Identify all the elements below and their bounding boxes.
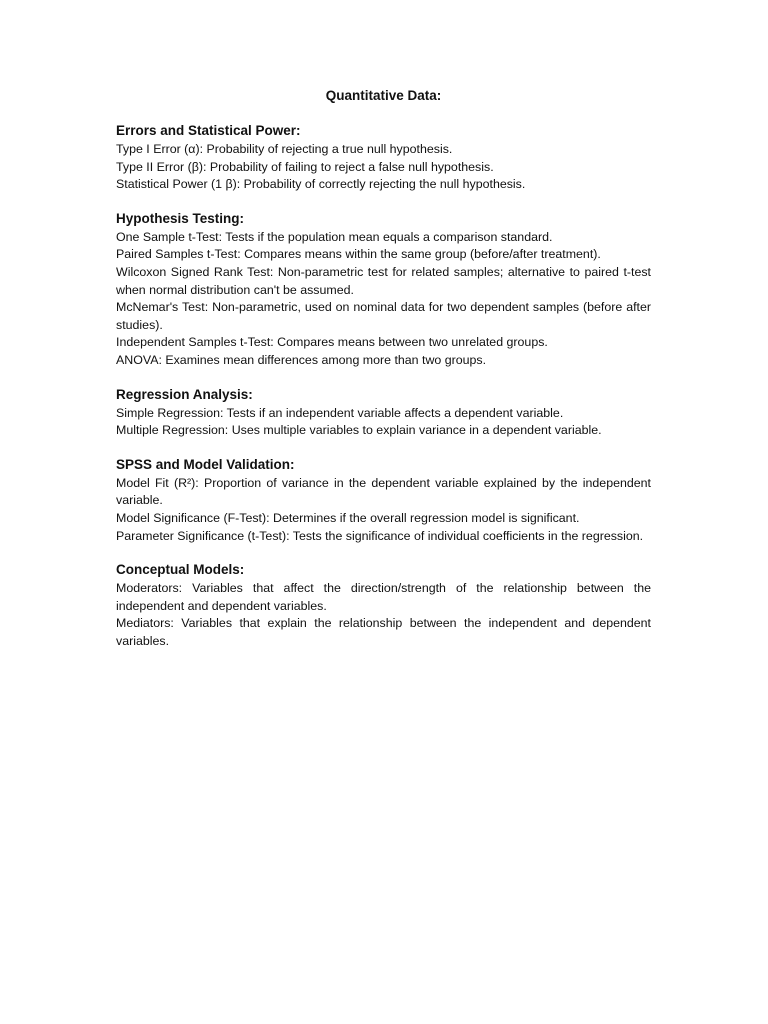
paragraph-parameter-significance: Parameter Significance (t-Test): Tests the significance of individual coefficients in the regression.	[116, 528, 644, 543]
section-heading: Hypothesis Testing:	[116, 210, 245, 226]
section-errors-statistical-power	[116, 121, 651, 194]
paragraph-mediators: Mediators: Variables that explain the relationship between the independent and dependent variables.	[116, 616, 651, 648]
section-hypothesis-testing	[116, 209, 651, 370]
paragraph-paired-samples-t-test: Paired Samples t-Test: Compares means within the same group (before/after treatment).	[116, 247, 601, 262]
paragraph-moderators: Moderators: Variables that affect the direction/strength of the relationship between the independent and dependent variables.	[116, 581, 651, 613]
section-heading: SPSS and Model Validation:	[116, 456, 295, 472]
paragraph-mcnemar-test: McNemar's Test: Non-parametric, used on nominal data for two dependent samples (before after studies).	[116, 300, 651, 332]
paragraph-model-fit: Model Fit (R²): Proportion of variance in the dependent variable explained by the independent variable.	[116, 475, 651, 508]
section-heading: Conceptual Models:	[116, 562, 245, 578]
paragraph-one-sample-t-test: One Sample t-Test: Tests if the population mean equals a comparison standard.	[116, 229, 553, 244]
section-conceptual-models	[116, 560, 651, 650]
paragraph-anova: ANOVA: Examines mean differences among more than two groups.	[116, 352, 487, 367]
paragraph-type-i-error: Type I Error (α): Probability of rejecting a true null hypothesis.	[116, 142, 453, 156]
section-heading: Errors and Statistical Power:	[116, 123, 301, 138]
document-page	[116, 86, 651, 665]
paragraph-multiple-regression: Multiple Regression: Uses multiple variables to explain variance in a dependent variable.	[116, 423, 602, 438]
paragraph-model-significance: Model Significance (F-Test): Determines if the overall regression model is significant.	[116, 510, 580, 525]
section-heading: Regression Analysis:	[116, 386, 253, 402]
paragraph-wilcoxon-test: Wilcoxon Signed Rank Test: Non-parametric test for related samples; alternative to paired t-test when normal distribution can't be assumed.	[116, 264, 651, 297]
paragraph-type-ii-error: Type II Error (β): Probability of failing to reject a false null hypothesis.	[116, 159, 494, 174]
section-spss-model-validation	[116, 455, 651, 545]
paragraph-simple-regression: Simple Regression: Tests if an independent variable affects a dependent variable.	[116, 405, 564, 420]
section-regression-analysis	[116, 385, 651, 440]
paragraph-independent-samples-t-test: Independent Samples t-Test: Compares means between two unrelated groups.	[116, 335, 548, 350]
document-title: Quantitative Data:	[325, 88, 442, 103]
paragraph-statistical-power: Statistical Power (1 β): Probability of correctly rejecting the null hypothesis.	[116, 177, 526, 192]
